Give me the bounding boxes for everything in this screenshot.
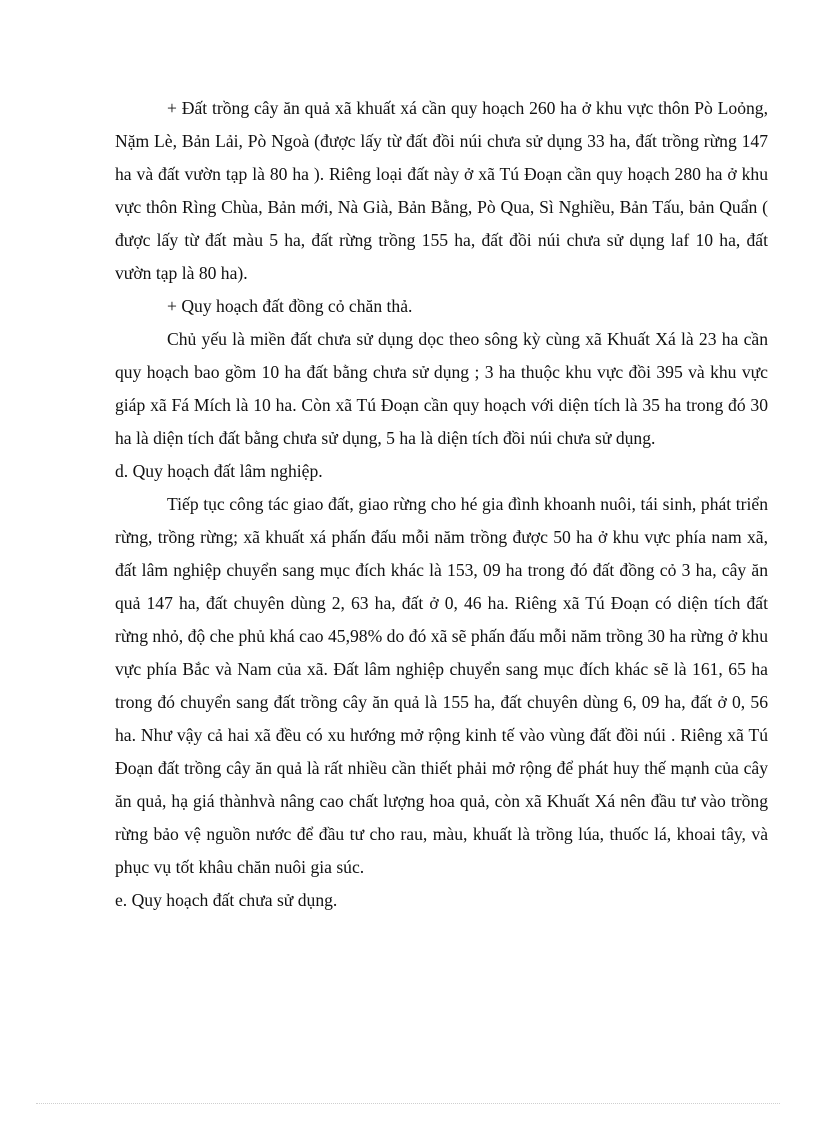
paragraph-forestry-detail: Tiếp tục công tác giao đất, giao rừng cho hé gia đình khoanh nuôi, tái sinh, phát triển rừng, trồng rừng; xã khuất xá phấn đấu mỗi năm trồng được 50 ha ở khu vực phía nam xã, đất lâm nghiệp chuyển sang mục đích khác là 153, 09 ha trong đó đất đồng cỏ 3 ha, cây ăn quả 147 ha, đất chuyên dùng 2, 63 ha, đất ở 0, 46 ha. Riêng xã Tú Đoạn có diện tích đất rừng nhỏ, độ che phủ khá cao 45,98% do đó xã sẽ phấn đấu mỗi năm trồng 30 ha rừng ở khu vực phía Bắc và Nam của xã. Đất lâm nghiệp chuyển sang mục đích khác sẽ là 161, 65 ha trong đó chuyển sang đất trồng cây ăn quả là 155 ha, đất chuyên dùng 6, 09 ha, đất ở 0, 56 ha. Như vậy cả hai xã đều có xu hướng mở rộng kinh tế vào vùng đất đồi núi . Riêng xã Tú Đoạn đất trồng cây ăn quả là rất nhiều cần thiết phải mở rộng để phát huy thế mạnh của cây ăn quả, hạ giá thànhvà nâng cao chất lượng hoa quả, còn xã Khuất Xá nên đầu tư vào trồng rừng bảo vệ nguồn nước để đầu tư cho rau, màu, khuất là trồng lúa, thuốc lá, khoai tây, và phục vụ tốt khâu chăn nuôi gia súc. (115, 494, 768, 877)
paragraph-pasture-detail: Chủ yếu là miền đất chưa sử dụng dọc theo sông kỳ cùng xã Khuất Xá là 23 ha cần quy hoạch bao gồm 10 ha đất bằng chưa sử dụng ; 3 ha thuộc khu vực đồi 395 và khu vực giáp xã Fá Mích là 10 ha. Còn xã Tú Đoạn cần quy hoạch với diện tích là 35 ha trong đó 30 ha là diện tích đất bằng chưa sử dụng, 5 ha là diện tích đồi núi chưa sử dụng. (115, 329, 768, 448)
section-heading-unused-land: e. Quy hoạch đất chưa sử dụng. (115, 890, 338, 910)
paragraph-pasture-heading: + Quy hoạch đất đồng cỏ chăn thả. (167, 296, 413, 316)
document-body (115, 92, 768, 917)
page-bottom-border (36, 1103, 780, 1104)
section-heading-forestry-land: d. Quy hoạch đất lâm nghiệp. (115, 461, 323, 481)
paragraph-fruit-tree-land: + Đất trồng cây ăn quả xã khuất xá cần quy hoạch 260 ha ở khu vực thôn Pò Loỏng, Nặm Lè, Bản Lải, Pò Ngoà (được lấy từ đất đồi núi chưa sử dụng 33 ha, đất trồng rừng 147 ha và đất vườn tạp là 80 ha ). Riêng loại đất này ở xã Tú Đoạn cần quy hoạch 280 ha ở khu vực thôn Rìng Chùa, Bản mới, Nà Già, Bản Bằng, Pò Qua, Sì Nghiều, Bản Tấu, bản Quẩn ( được lấy từ đất màu 5 ha, đất rừng trồng 155 ha, đất đồi núi chưa sử dụng laf 10 ha, đất vườn tạp là 80 ha). (115, 98, 768, 283)
